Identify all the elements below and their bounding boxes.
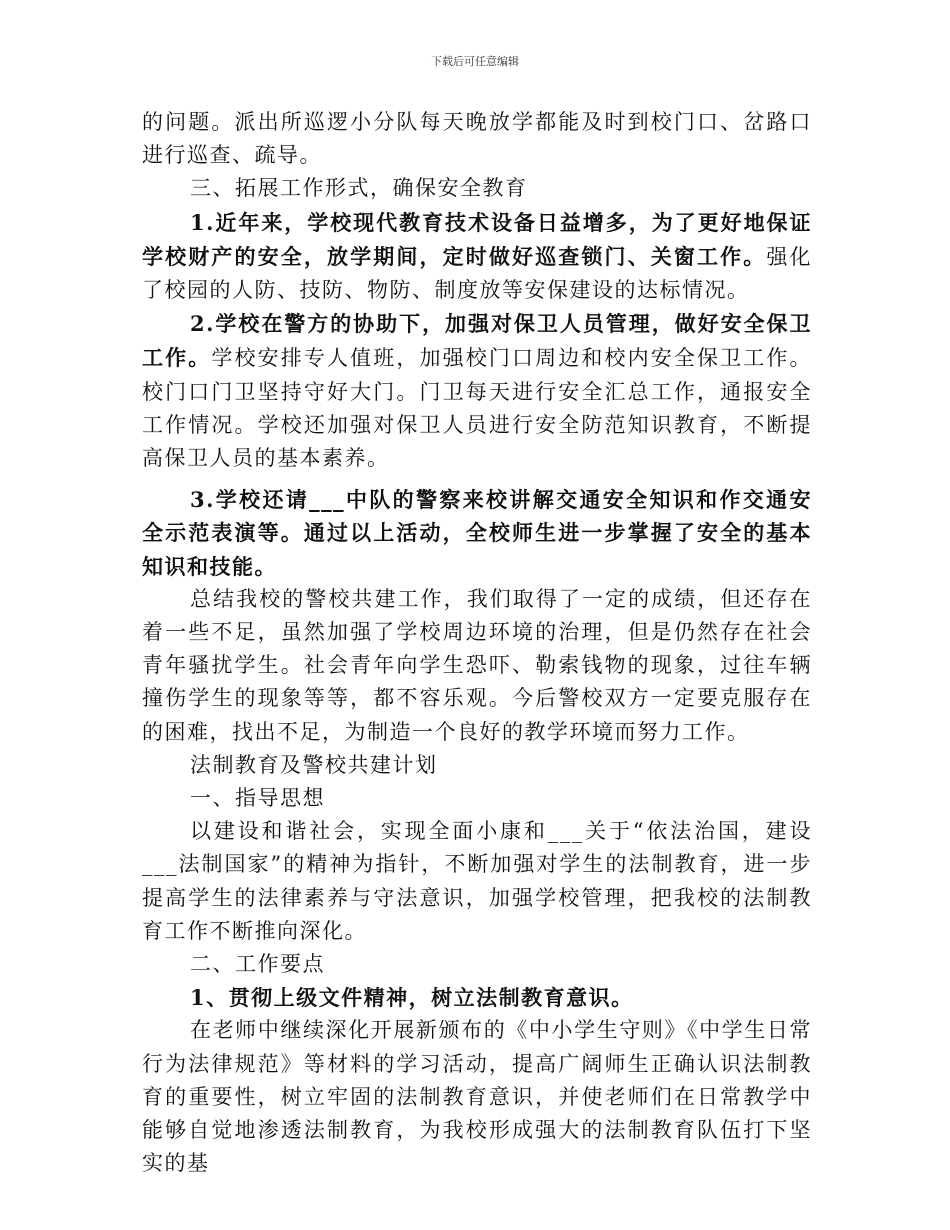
paragraph-item-2-lead: 2.学校在警方的协助下，加强对保卫人员管理，做好安全保卫工作。 bbox=[142, 311, 812, 371]
section-heading-guiding-thought: 一、指导思想 bbox=[190, 786, 325, 811]
document-body bbox=[142, 106, 812, 1181]
paragraph-item-2 bbox=[142, 307, 812, 475]
paragraph-item-1-lead: 1.近年来，学校现代教育技术设备日益增多，为了更好地保证学校财产的安全，放学期间，定时做好巡查锁门、关窗工作。 bbox=[142, 209, 812, 269]
work-point-1-heading: 1、贯彻上级文件精神，树立法制教育意识。 bbox=[190, 985, 634, 1011]
plan-title: 法制教育及警校共建计划 bbox=[190, 752, 438, 777]
paragraph-summary: 总结我校的警校共建工作，我们取得了一定的成绩，但还存在着一些不足，虽然加强了学校周边环境的治理，但是仍然存在社会青年骚扰学生。社会青年向学生恐吓、勒索钱物的现象，过往车辆撞伤学生的现象等等，都不容乐观。今后警校双方一定要克服存在的困难，找出不足，为制造一个良好的教学环境而努力工作。 bbox=[142, 586, 812, 744]
paragraph-item-1-body: 强化了校园的人防、技防、物防、制度放等安保建设的达标情况。 bbox=[142, 244, 812, 303]
section-heading-3: 三、拓展工作形式，确保安全教育 bbox=[190, 176, 528, 201]
paragraph-item-2-body: 学校安排专人值班，加强校门口周边和校内安全保卫工作。校门口门卫坚持守好大门。门卫每天进行安全汇总工作，通报安全工作情况。学校还加强对保卫人员进行安全防范知识教育，不断提高保卫人员的基本素养。 bbox=[142, 346, 812, 471]
paragraph-item-1 bbox=[142, 206, 812, 308]
paragraph-work-point-1: 在老师中继续深化开展新颁布的《中小学生守则》《中学生日常行为法律规范》等材料的学习活动，提高广阔师生正确认识法制教育的重要性，树立牢固的法制教育意识，并使老师们在日常教学中能够自觉地渗透法制教育，为我校形成强大的法制教育队伍打下坚实的基 bbox=[142, 1018, 812, 1176]
page-header: 下载后可任意编辑 bbox=[431, 55, 519, 68]
section-heading-work-points: 二、工作要点 bbox=[190, 952, 325, 977]
paragraph-guiding-thought: 以建设和谐社会，实现全面小康和___关于“依法治国，建设___法制国家”的精神为指针，不断加强对学生的法制教育，进一步提高学生的法律素养与守法意识，加强学校管理，把我校的法制教育工作不断推向深化。 bbox=[142, 819, 812, 943]
paragraph-item-3: 3.学校还请___中队的警察来校讲解交通安全知识和作交通安全示范表演等。通过以上活动，全校师生进一步掌握了安全的基本知识和技能。 bbox=[142, 487, 812, 579]
paragraph-continuation: 的问题。派出所巡逻小分队每天晚放学都能及时到校门口、岔路口进行巡查、疏导。 bbox=[142, 110, 812, 168]
